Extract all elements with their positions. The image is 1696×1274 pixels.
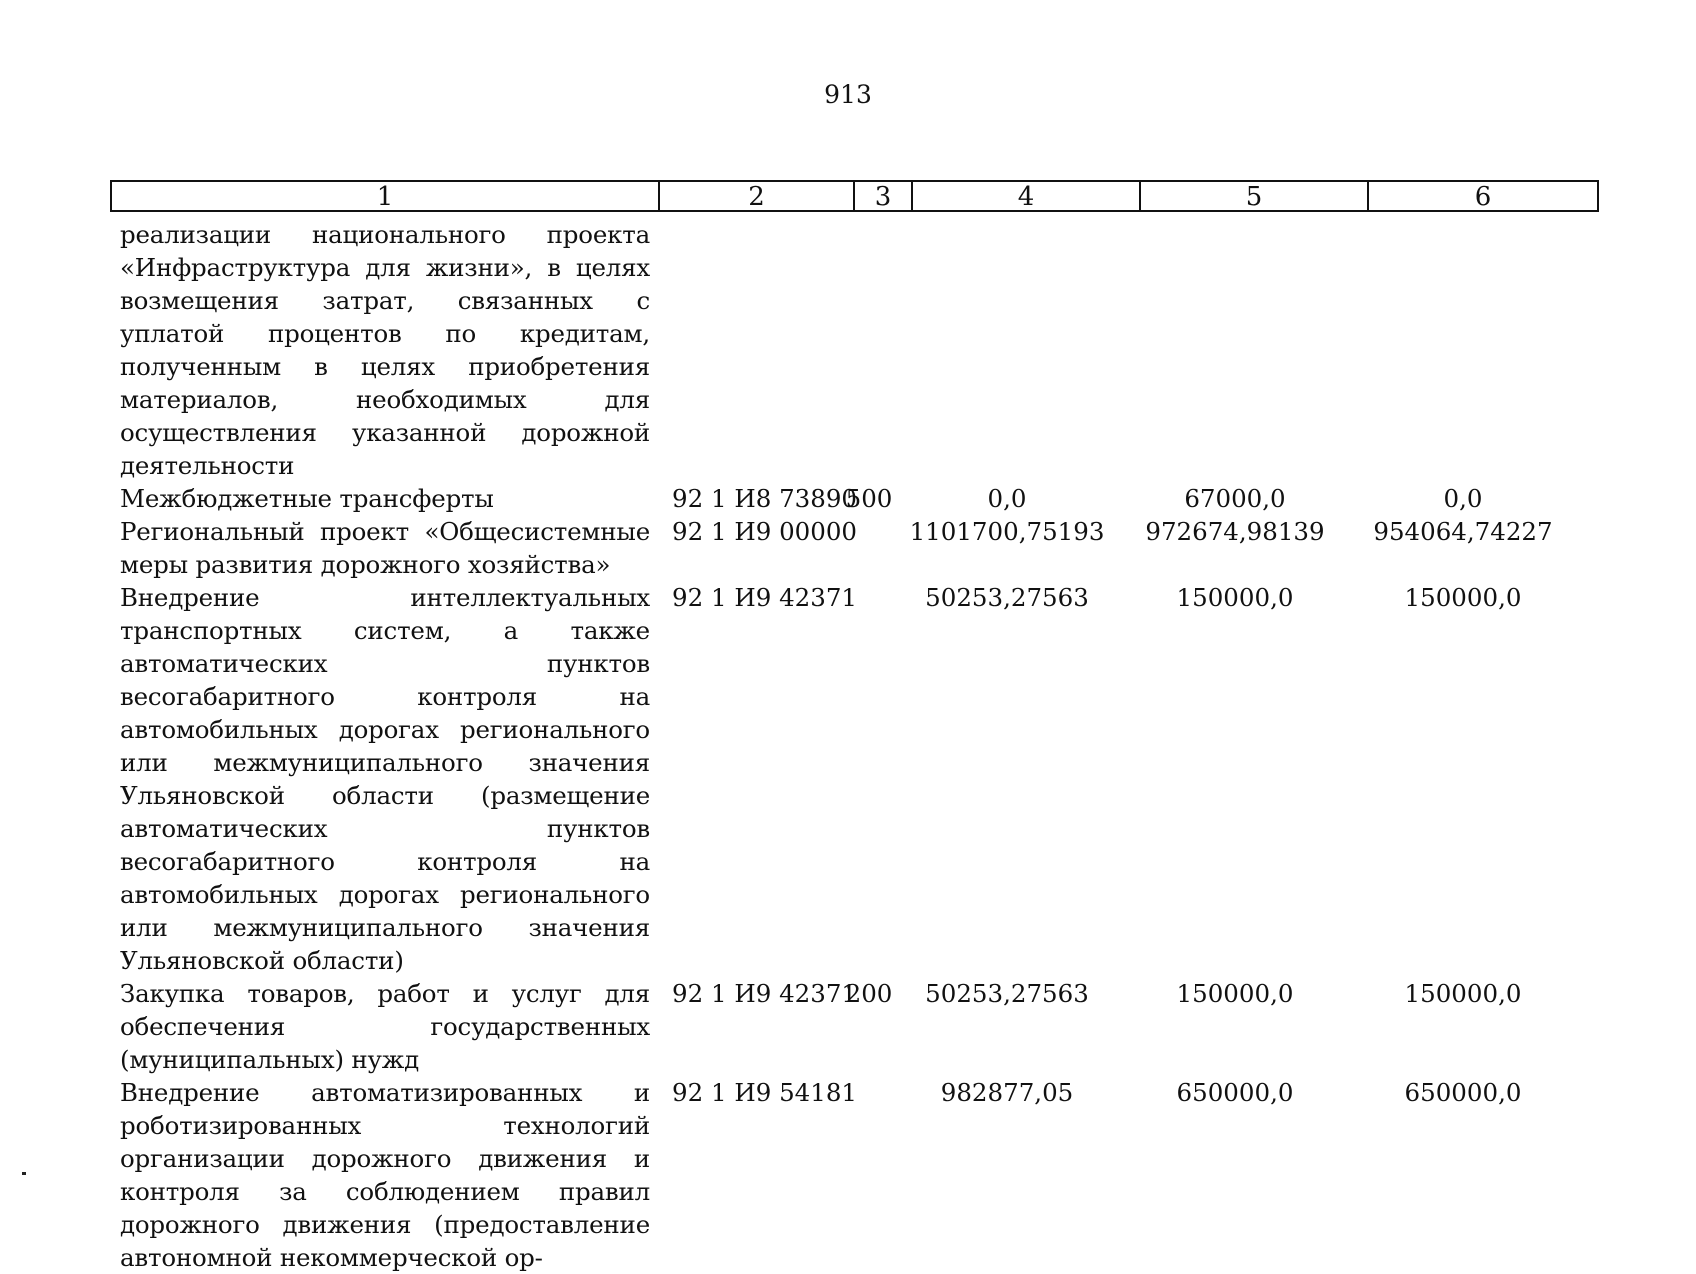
row-value-4: 982877,05 [940, 1078, 1074, 1107]
table-body [120, 218, 1600, 1274]
header-col-4: 4 [913, 182, 1141, 210]
row-value-5: 150000,0 [1176, 583, 1294, 612]
table-row [120, 515, 1600, 581]
row-code: 92 1 И9 42371 [672, 979, 858, 1008]
row-code: 92 1 И9 00000 [672, 517, 858, 546]
row-code: 92 1 И9 42371 [672, 583, 858, 612]
row-value-6: 0,0 [1443, 484, 1483, 513]
row-name: Закупка товаров, работ и услуг для обеспечения государственных (муниципальных) нужд [120, 979, 650, 1074]
row-value-5: 972674,98139 [1145, 517, 1325, 546]
row-value-6: 954064,74227 [1373, 517, 1553, 546]
page-number: 913 [824, 80, 872, 109]
row-value-5: 650000,0 [1176, 1078, 1294, 1107]
row-value-4: 0,0 [987, 484, 1027, 513]
row-name: Межбюджетные трансферты [120, 484, 494, 513]
row-value-4: 50253,27563 [925, 979, 1089, 1008]
row-code: 92 1 И9 54181 [672, 1078, 858, 1107]
row-name: реализации национального проекта «Инфраструктура для жизни», в целях возмещения затрат, связанных с уплатой процентов по кредитам, полученным в целях приобретения материалов, необходимых для осуществления указанной дорожной деятельности [120, 220, 650, 480]
row-type: 500 [845, 484, 893, 513]
table-row [120, 977, 1600, 1076]
row-type: 200 [845, 979, 893, 1008]
row-value-5: 150000,0 [1176, 979, 1294, 1008]
row-value-4: 50253,27563 [925, 583, 1089, 612]
row-value-6: 650000,0 [1404, 1078, 1522, 1107]
scan-speck [22, 1172, 26, 1175]
table-row [120, 482, 1600, 515]
header-col-2: 2 [660, 182, 855, 210]
row-name: Внедрение автоматизированных и роботизированных технологий организации дорожного движения и контроля за соблюдением правил дорожного движения (предоставление автономной некоммерческой ор- [120, 1078, 650, 1272]
header-col-6: 6 [1474, 182, 1492, 212]
row-value-5: 67000,0 [1184, 484, 1286, 513]
table-row [120, 218, 1600, 482]
table-header [110, 180, 1599, 212]
row-value-6: 150000,0 [1404, 583, 1522, 612]
table-row [120, 581, 1600, 977]
row-value-4: 1101700,75193 [909, 517, 1105, 546]
table-row [120, 1076, 1600, 1274]
header-col-1: 1 [112, 182, 660, 210]
header-col-5: 5 [1141, 182, 1369, 210]
row-name: Внедрение интеллектуальных транспортных систем, а также автоматических пунктов весогабаритного контроля на автомобильных дорогах регионального или межмуниципального значения Ульяновской области (размещение автоматических пунктов весогабаритного контроля на автомобильных дорогах регионального или межмуниципального значения Ульяновской области) [120, 583, 650, 975]
row-code: 92 1 И8 73890 [672, 484, 858, 513]
row-name: Региональный проект «Общесистемные меры развития дорожного хозяйства» [120, 517, 650, 579]
header-col-3: 3 [855, 182, 913, 210]
row-value-6: 150000,0 [1404, 979, 1522, 1008]
